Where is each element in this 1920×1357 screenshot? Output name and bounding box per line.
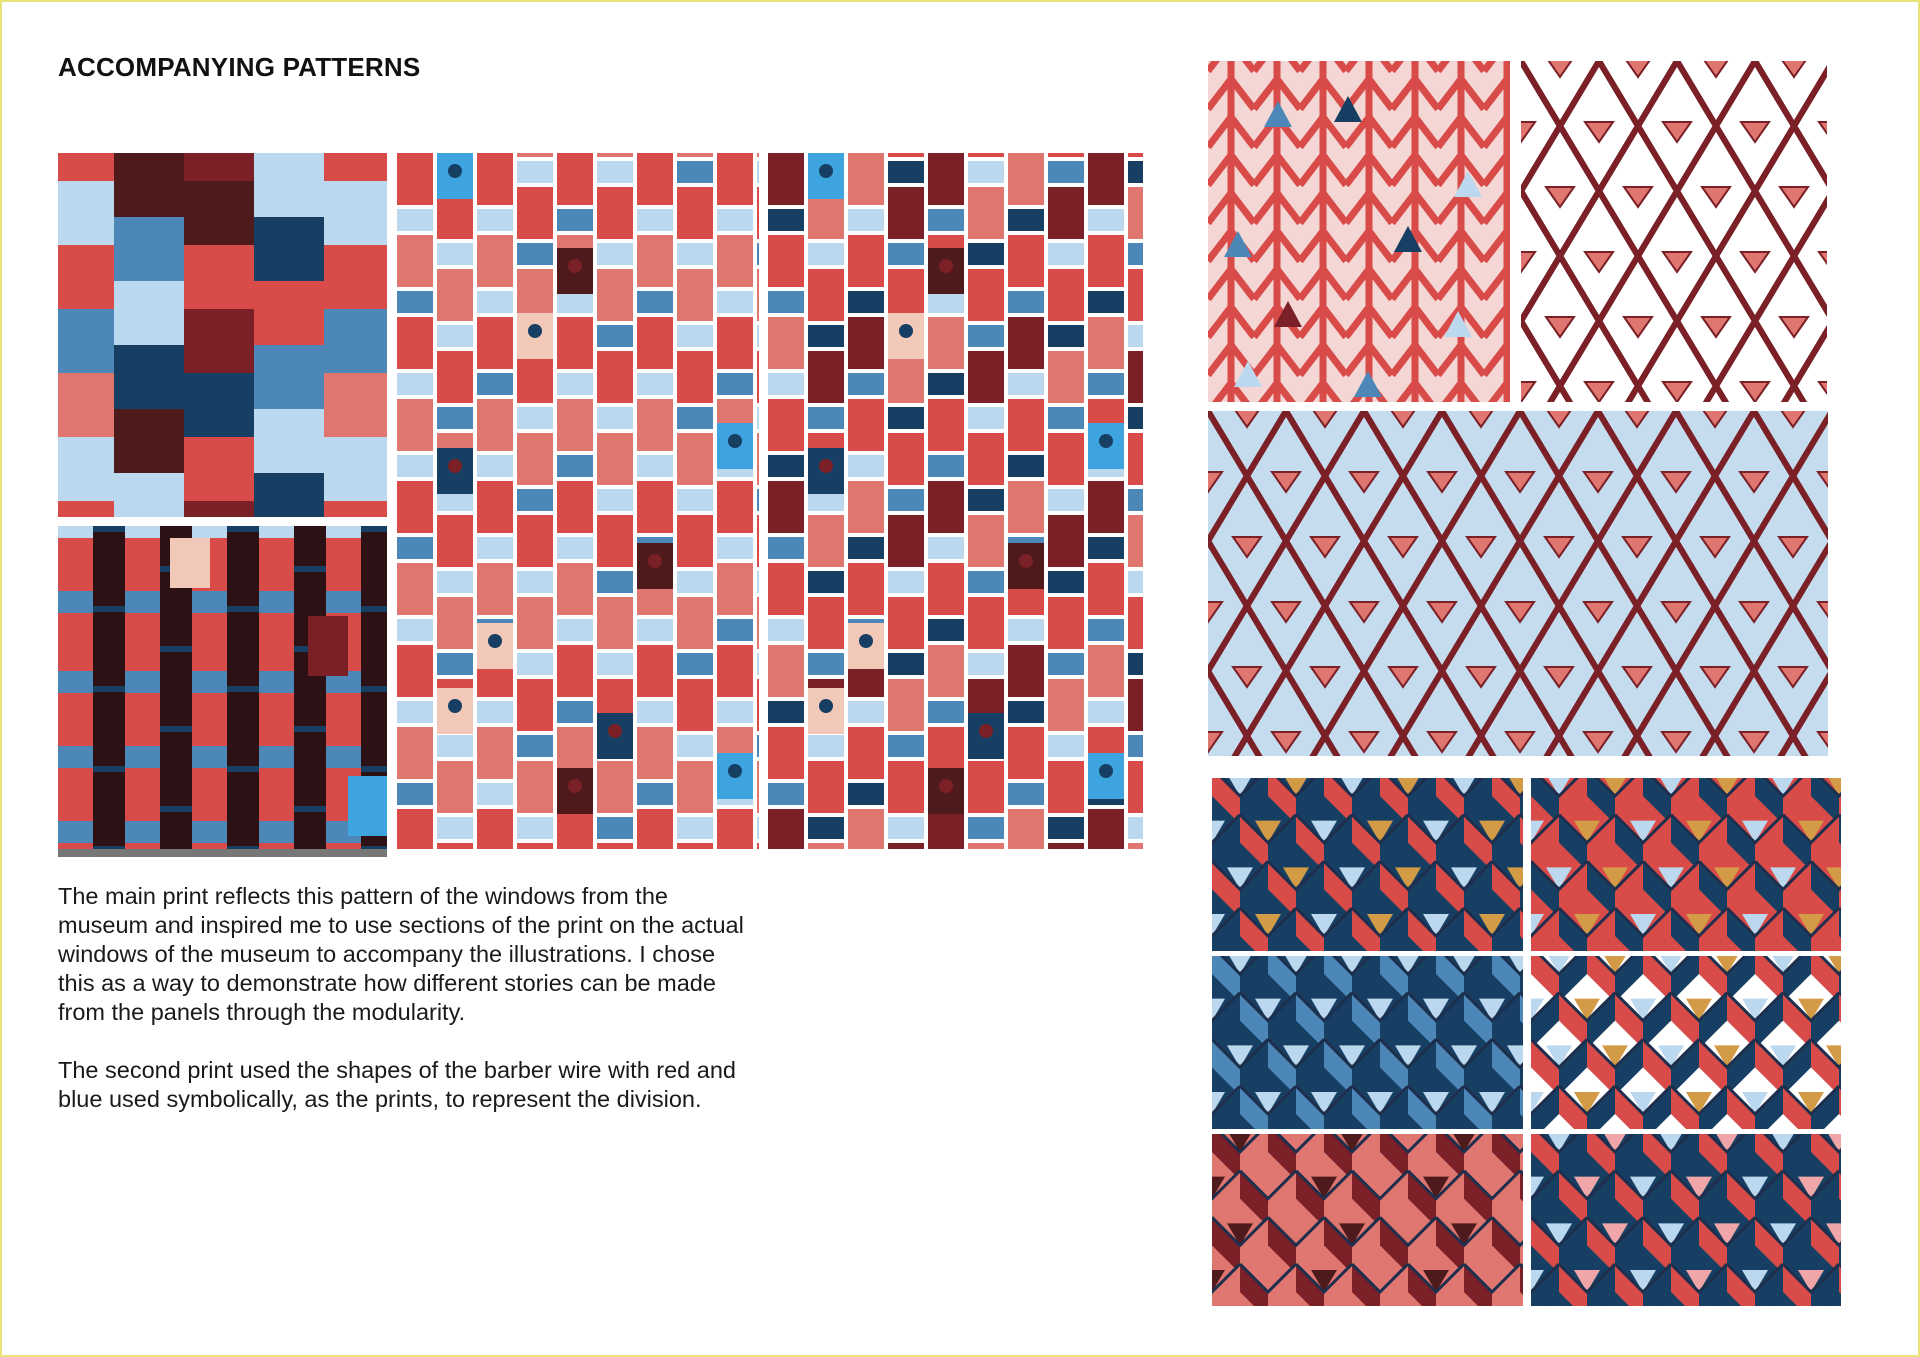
window-grid-dark-image (768, 153, 1143, 849)
triangle-pattern-red-image (1212, 1134, 1523, 1306)
chevron-red-pattern-image (1208, 61, 1510, 402)
blocks-pattern-image (58, 153, 387, 517)
description-paragraph-1: The main print reflects this pattern of the windows from the museum and inspired me to use sections of the print on the actual windows of the museum to accompany the illustrations. I chose this as a way to demonstrate how different stories can be made from the panels through the modularity. (58, 883, 744, 1025)
window-grid-light-image (397, 153, 759, 849)
triangle-pattern-white-image (1531, 956, 1841, 1129)
page-title: ACCOMPANYING PATTERNS (58, 52, 421, 82)
description-paragraph-2: The second print used the shapes of the barber wire with red and blue used symbolically, as the prints, to represent the division. (58, 1057, 736, 1112)
barbed-wire-white-pattern-image (1521, 61, 1827, 402)
dark-stripe-pattern-image (58, 526, 387, 857)
triangle-pattern-navy-pink-image (1531, 1134, 1841, 1306)
triangle-pattern-red-navy-image (1531, 778, 1841, 951)
description (58, 882, 758, 1143)
barbed-wire-blue-pattern-image (1208, 411, 1828, 756)
triangle-pattern-navy-red-image (1212, 778, 1523, 951)
triangle-pattern-blue-image (1212, 956, 1523, 1129)
